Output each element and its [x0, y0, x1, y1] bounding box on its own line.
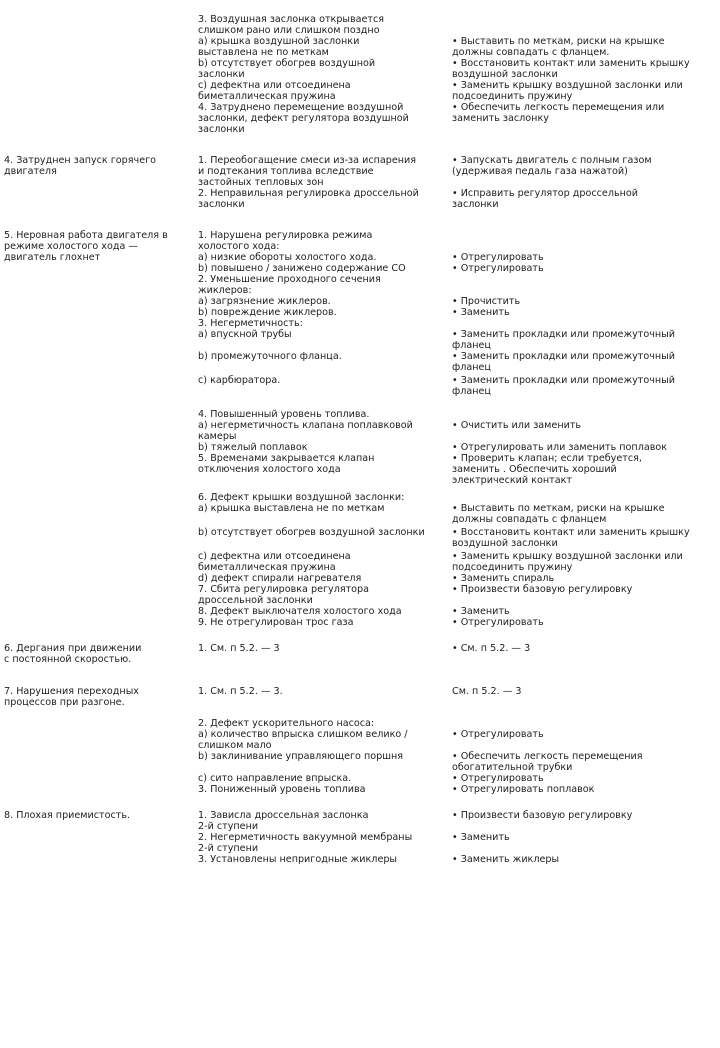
symptom-text: 7. Нарушения переходных: [4, 686, 139, 697]
cause-text: 3. Негерметичность:: [198, 318, 303, 329]
remedy-text: воздушной заслонки: [452, 538, 558, 549]
remedy-text: • Заменить: [452, 832, 510, 843]
symptom-text: 8. Плохая приемистость.: [4, 810, 131, 821]
remedy-text: заслонки: [452, 199, 499, 210]
remedy-text: • Прочистить: [452, 296, 521, 307]
cause-text: 9. Не отрегулирован трос газа: [198, 617, 354, 628]
cause-text: камеры: [198, 431, 237, 442]
cause-text: застойных тепловых зон: [198, 177, 324, 188]
symptom-text: 5. Неровная работа двигателя в: [4, 230, 168, 241]
cause-text: 3. Установлены непригодные жиклеры: [198, 854, 398, 865]
remedy-text: • Заменить крышку воздушной заслонки или: [452, 80, 683, 91]
remedy-text: • Отрегулировать или заменить поплавок: [452, 442, 668, 453]
remedy-text: См. п 5.2. — 3: [452, 686, 522, 697]
remedy-text: • Заменить: [452, 606, 510, 617]
remedy-text: подсоединить пружину: [452, 562, 573, 573]
remedy-text: • Произвести базовую регулировку: [452, 810, 633, 821]
cause-text: 2-й ступени: [198, 843, 259, 854]
cause-text: заслонки: [198, 124, 245, 135]
cause-text: c) дефектна или отсоединена: [198, 551, 351, 562]
remedy-text: • Отрегулировать: [452, 252, 544, 263]
symptom-text: 4. Затруднен запуск горячего: [4, 155, 157, 166]
remedy-text: • Заменить спираль: [452, 573, 555, 584]
cause-text: 2. Уменьшение проходного сечения: [198, 274, 381, 285]
cause-text: 1. Переобогащение смеси из-за испарения: [198, 155, 417, 166]
remedy-text: фланец: [452, 386, 491, 397]
remedy-text: должны совпадать с фланцем: [452, 514, 607, 525]
cause-text: 3. Воздушная заслонка открывается: [198, 14, 385, 25]
cause-text: 1. Нарушена регулировка режима: [198, 230, 373, 241]
remedy-text: • Исправить регулятор дроссельной: [452, 188, 639, 199]
symptom-text: двигатель глохнет: [4, 252, 101, 263]
cause-text: заслонки: [198, 199, 245, 210]
remedy-text: • Обеспечить легкость перемещения или: [452, 102, 665, 113]
remedy-text: • Произвести базовую регулировку: [452, 584, 633, 595]
cause-text: 8. Дефект выключателя холостого хода: [198, 606, 402, 617]
remedy-text: • Заменить прокладки или промежуточный: [452, 375, 675, 386]
remedy-text: • Отрегулировать: [452, 617, 544, 628]
cause-text: заслонки, дефект регулятора воздушной: [198, 113, 409, 124]
remedy-text: • Выставить по меткам, риски на крышке: [452, 36, 665, 47]
remedy-text: заменить заслонку: [452, 113, 549, 124]
cause-text: 2. Негерметичность вакуумной мембраны: [198, 832, 413, 843]
remedy-text: • Заменить прокладки или промежуточный: [452, 329, 675, 340]
cause-text: 4. Повышенный уровень топлива.: [198, 409, 370, 420]
cause-text: b) повышено / занижено содержание СО: [198, 263, 406, 274]
cause-text: c) дефектна или отсоединена: [198, 80, 351, 91]
cause-text: биметаллическая пружина: [198, 91, 336, 102]
remedy-text: • Отрегулировать: [452, 263, 544, 274]
remedy-text: электрический контакт: [452, 475, 572, 486]
remedy-text: фланец: [452, 340, 491, 351]
cause-text: b) повреждение жиклеров.: [198, 307, 337, 318]
remedy-text: обогатительной трубки: [452, 762, 573, 773]
cause-text: слишком рано или слишком поздно: [198, 25, 380, 36]
cause-text: a) количество впрыска слишком велико /: [198, 729, 408, 740]
remedy-text: • Заменить крышку воздушной заслонки или: [452, 551, 683, 562]
cause-text: b) промежуточного фланца.: [198, 351, 342, 362]
symptom-text: режиме холостого хода —: [4, 241, 139, 252]
remedy-text: фланец: [452, 362, 491, 373]
cause-text: b) тяжелый поплавок: [198, 442, 308, 453]
cause-text: заслонки: [198, 69, 245, 80]
cause-text: 2-й ступени: [198, 821, 259, 832]
cause-text: c) сито направление впрыска.: [198, 773, 352, 784]
remedy-text: • Отрегулировать: [452, 773, 544, 784]
remedy-text: • Проверить клапан; если требуется,: [452, 453, 642, 464]
remedy-text: подсоединить пружину: [452, 91, 573, 102]
symptom-text: с постоянной скоростью.: [4, 654, 132, 665]
remedy-text: • Очистить или заменить: [452, 420, 582, 431]
cause-text: a) негерметичность клапана поплавковой: [198, 420, 413, 431]
remedy-text: • Заменить: [452, 307, 510, 318]
remedy-text: • Выставить по меткам, риски на крышке: [452, 503, 665, 514]
cause-text: слишком мало: [198, 740, 272, 751]
remedy-text: • Отрегулировать: [452, 729, 544, 740]
cause-text: a) крышка выставлена не по меткам: [198, 503, 385, 514]
cause-text: a) низкие обороты холостого хода.: [198, 252, 377, 263]
remedy-text: • Отрегулировать поплавок: [452, 784, 595, 795]
cause-text: 1. См. п 5.2. — 3.: [198, 686, 283, 697]
cause-text: d) дефект спирали нагревателя: [198, 573, 362, 584]
cause-text: холостого хода:: [198, 241, 280, 252]
remedy-text: должны совпадать с фланцем.: [452, 47, 610, 58]
cause-text: биметаллическая пружина: [198, 562, 336, 573]
cause-text: b) отсутствует обогрев воздушной заслонки: [198, 527, 425, 538]
cause-text: c) карбюратора.: [198, 375, 281, 386]
cause-text: 7. Сбита регулировка регулятора: [198, 584, 370, 595]
cause-text: a) впускной трубы: [198, 329, 292, 340]
remedy-text: заменить . Обеспечить хороший: [452, 464, 617, 475]
symptom-text: двигателя: [4, 166, 57, 177]
cause-text: выставлена не по меткам: [198, 47, 329, 58]
remedy-text: • Восстановить контакт или заменить крышку: [452, 58, 690, 69]
remedy-text: • Обеспечить легкость перемещения: [452, 751, 643, 762]
cause-text: 5. Временами закрывается клапан: [198, 453, 375, 464]
symptom-text: 6. Дергания при движении: [4, 643, 142, 654]
remedy-text: воздушной заслонки: [452, 69, 558, 80]
cause-text: b) отсутствует обогрев воздушной: [198, 58, 376, 69]
cause-text: и подтекания топлива вследствие: [198, 166, 374, 177]
cause-text: a) загрязнение жиклеров.: [198, 296, 331, 307]
cause-text: 1. См. п 5.2. — 3: [198, 643, 280, 654]
remedy-text: • Заменить жиклеры: [452, 854, 560, 865]
remedy-text: • Восстановить контакт или заменить крышку: [452, 527, 690, 538]
remedy-text: • Запускать двигатель с полным газом: [452, 155, 652, 166]
remedy-text: (удерживая педаль газа нажатой): [452, 166, 628, 177]
symptom-text: процессов при разгоне.: [4, 697, 125, 708]
cause-text: отключения холостого хода: [198, 464, 341, 475]
cause-text: 2. Дефект ускорительного насоса:: [198, 718, 375, 729]
cause-text: 3. Пониженный уровень топлива: [198, 784, 366, 795]
cause-text: 4. Затруднено перемещение воздушной: [198, 102, 404, 113]
cause-text: жиклеров:: [198, 285, 252, 296]
cause-text: a) крышка воздушной заслонки: [198, 36, 360, 47]
cause-text: 2. Неправильная регулировка дроссельной: [198, 188, 419, 199]
cause-text: дроссельной заслонки: [198, 595, 313, 606]
remedy-text: • Заменить прокладки или промежуточный: [452, 351, 675, 362]
cause-text: b) заклинивание управляющего поршня: [198, 751, 404, 762]
cause-text: 1. Зависла дроссельная заслонка: [198, 810, 369, 821]
cause-text: 6. Дефект крышки воздушной заслонки:: [198, 492, 405, 503]
remedy-text: • См. п 5.2. — 3: [452, 643, 531, 654]
